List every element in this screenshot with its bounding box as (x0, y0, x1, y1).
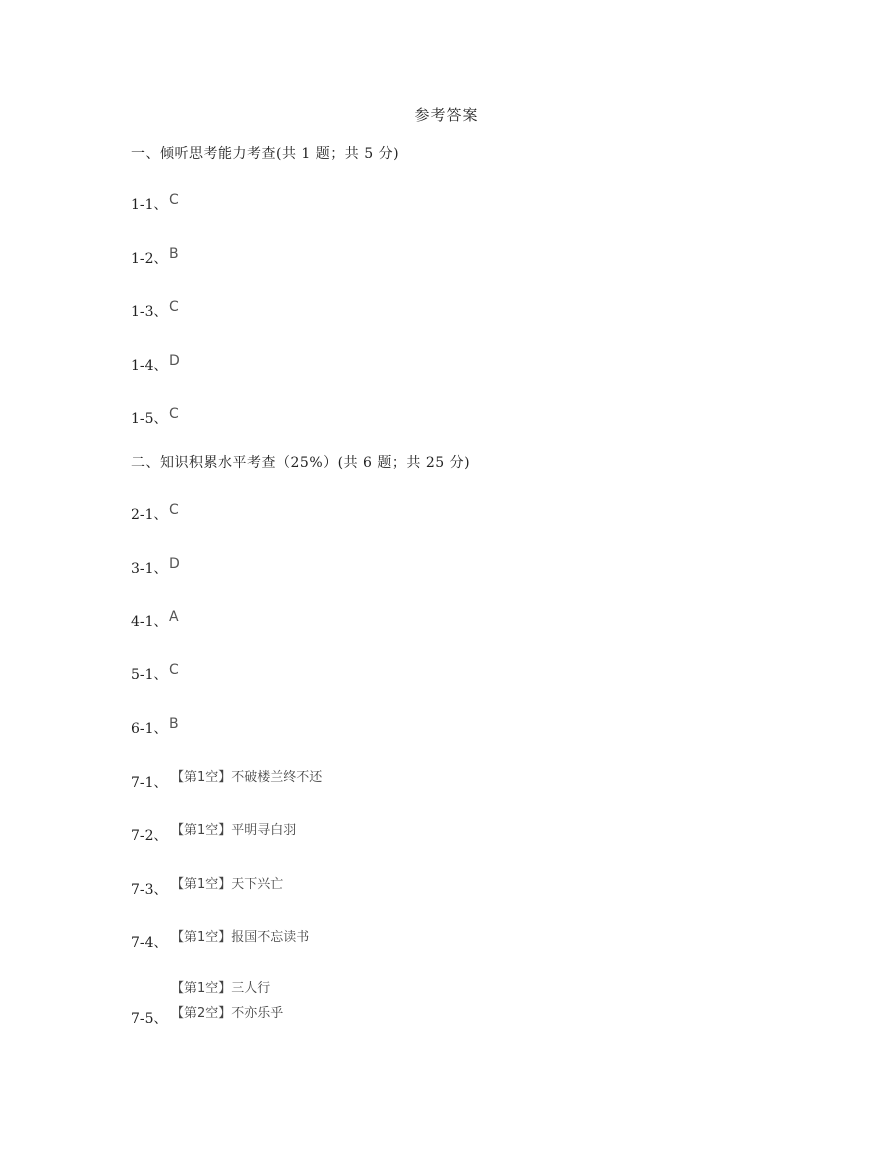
answer-number: 1-3、 (131, 304, 168, 320)
answer-value: B (169, 716, 179, 732)
answer-value: B (169, 246, 179, 262)
answer-number: 1-4、 (131, 358, 168, 374)
answer-number: 7-1、 (131, 775, 168, 791)
answer-number: 7-2、 (131, 828, 168, 844)
fill-blank-answer: 【第1空】报国不忘读书 (171, 930, 310, 945)
answer-value: C (169, 502, 179, 518)
answer-value: C (169, 406, 179, 422)
answer-number: 7-5、 (131, 1011, 168, 1027)
fill-blank-answer: 【第1空】平明寻白羽 (171, 823, 297, 838)
page-title: 参考答案 (414, 106, 479, 124)
answer-number: 7-3、 (131, 882, 168, 898)
fill-blank-answer: 【第1空】不破楼兰终不还 (171, 770, 323, 785)
answer-number: 1-2、 (131, 251, 168, 267)
answer-number: 3-1、 (131, 561, 168, 577)
fill-blank-answer: 【第2空】不亦乐乎 (171, 1006, 284, 1021)
answer-number: 6-1、 (131, 721, 168, 737)
answer-value: C (169, 299, 179, 315)
fill-blank-answer: 【第1空】三人行 (171, 981, 271, 996)
fill-blank-answer: 【第1空】天下兴亡 (171, 877, 284, 892)
answer-number: 4-1、 (131, 614, 168, 630)
answer-number: 1-5、 (131, 411, 168, 427)
answer-number: 7-4、 (131, 935, 168, 951)
answer-number: 5-1、 (131, 667, 168, 683)
answer-value: C (169, 662, 179, 678)
answer-value: A (169, 609, 179, 625)
answer-value: C (169, 192, 179, 208)
answer-number: 1-1、 (131, 197, 168, 213)
section-heading-1: 一、倾听思考能力考查(共 1 题；共 5 分) (131, 146, 400, 162)
answer-value: D (169, 353, 180, 369)
answer-value: D (169, 556, 180, 572)
answer-number: 2-1、 (131, 507, 168, 523)
section-heading-2: 二、知识积累水平考查（25%）(共 6 题；共 25 分) (131, 455, 471, 471)
